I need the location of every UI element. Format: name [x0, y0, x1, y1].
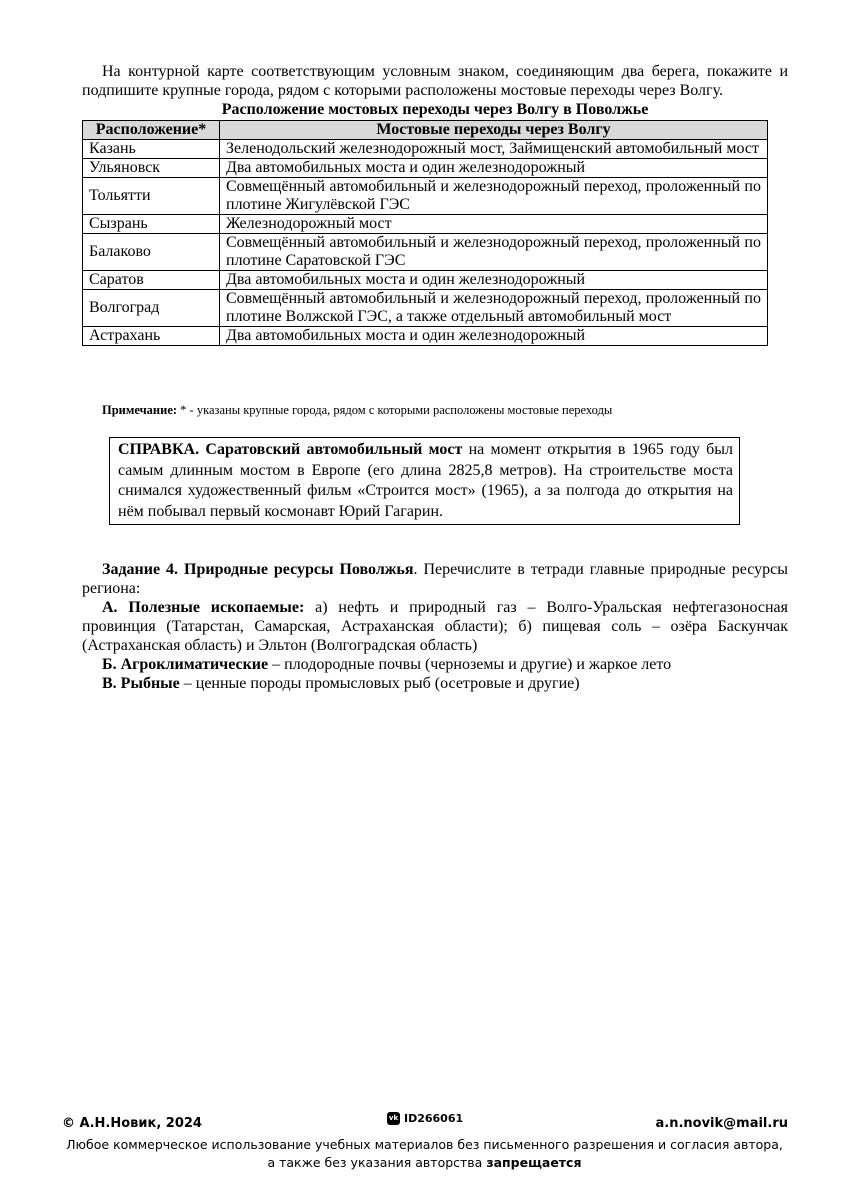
task4-item-b	[82, 655, 788, 674]
table-row	[83, 178, 768, 215]
table-row	[83, 159, 768, 178]
bridge-cell: Два автомобильных моста и один железнодорожный	[220, 327, 768, 346]
intro-paragraph: На контурной карте соответствующим условным знаком, соединяющим два берега, покажите и подпишите крупные города, рядом с которыми расположены мостовые переходы через Волгу.	[82, 63, 788, 99]
task4-item-a	[82, 598, 788, 655]
reference-heading: СПРАВКА. Саратовский автомобильный мост	[118, 441, 463, 458]
table-row	[83, 215, 768, 234]
footer-line2-text: а также без указания авторства	[267, 1155, 487, 1170]
bridge-cell: Два автомобильных моста и один железнодорожный	[220, 271, 768, 290]
city-cell: Балаково	[83, 234, 220, 271]
table-row	[83, 234, 768, 271]
task4-c-label: В. Рыбные	[102, 675, 180, 692]
footer-license-line1: Любое коммерческое использование учебных материалов без письменного разрешения и согласия автора,	[66, 1137, 783, 1152]
header-bridges: Мостовые переходы через Волгу	[220, 121, 768, 140]
bridges-table	[82, 120, 768, 346]
table-row	[83, 140, 768, 159]
task4-heading-line	[82, 560, 788, 598]
task4-block	[82, 560, 788, 693]
city-cell: Сызрань	[83, 215, 220, 234]
note-text: * - указаны крупные города, рядом с которыми расположены мостовые переходы	[177, 403, 613, 417]
table-title: Расположение мостовых переходы через Волгу в Поволжье	[221, 101, 649, 118]
footer-id-text: ID266061	[404, 1112, 464, 1125]
bridge-cell: Зеленодольский железнодорожный мост, Займищенский автомобильный мост	[220, 140, 768, 159]
city-cell: Саратов	[83, 271, 220, 290]
bridge-cell: Совмещённый автомобильный и железнодорожный переход, проложенный по плотине Жигулёвской ГЭС	[220, 178, 768, 215]
task4-heading: Задание 4. Природные ресурсы Поволжья	[102, 561, 414, 578]
task4-a-label: А. Полезные ископаемые:	[102, 599, 305, 616]
city-cell: Тольятти	[83, 178, 220, 215]
city-cell: Волгоград	[83, 290, 220, 327]
task4-b-label: Б. Агроклиматические	[102, 656, 269, 673]
task4-a-text: а) нефть и природный газ – Волго-Уральская нефтегазоносная провинция (Татарстан, Самарская, Астраханская области); б) пищевая соль – озёра Баскунчак (Астраханская область) и Эльтон (Волгоградская область)	[82, 599, 789, 654]
city-cell: Казань	[83, 140, 220, 159]
task4-heading-rest: . Перечислите в тетради главные природные ресурсы региона:	[82, 561, 788, 597]
table-note	[102, 403, 612, 418]
header-location: Расположение*	[83, 121, 220, 140]
vk-icon: vk	[387, 1112, 400, 1125]
reference-text: на момент открытия в 1965 году был самым длинным мостом в Европе (его длина 2825,8 метров). На строительстве моста снимался художественный фильм «Строится мост» (1965), а за полгода до открытия на нём побывал первый космонавт Юрий Гагарин.	[118, 441, 733, 520]
footer-id	[387, 1112, 463, 1125]
footer-line2-bold: запрещается	[486, 1155, 582, 1170]
reference-box	[109, 437, 740, 525]
bridge-cell: Совмещённый автомобильный и железнодорожный переход, проложенный по плотине Саратовской ГЭС	[220, 234, 768, 271]
city-cell: Астрахань	[83, 327, 220, 346]
table-row	[83, 271, 768, 290]
footer-email: a.n.novik@mail.ru	[655, 1116, 788, 1131]
bridge-cell: Железнодорожный мост	[220, 215, 768, 234]
note-label: Примечание:	[102, 403, 178, 417]
bridge-cell: Совмещённый автомобильный и железнодорожный переход, проложенный по плотине Волжской ГЭС, а также отдельный автомобильный мост	[220, 290, 768, 327]
task4-b-text: – плодородные почвы (черноземы и другие) и жаркое лето	[268, 656, 672, 673]
table-row	[83, 290, 768, 327]
bridge-cell: Два автомобильных моста и один железнодорожный	[220, 159, 768, 178]
city-cell: Ульяновск	[83, 159, 220, 178]
table-header-row	[83, 121, 768, 140]
task4-item-c	[82, 674, 788, 693]
footer-copyright: © А.Н.Новик, 2024	[62, 1116, 202, 1131]
task4-c-text: – ценные породы промысловых рыб (осетровые и другие)	[179, 675, 580, 692]
footer-license-line2	[0, 1155, 849, 1170]
table-row	[83, 327, 768, 346]
